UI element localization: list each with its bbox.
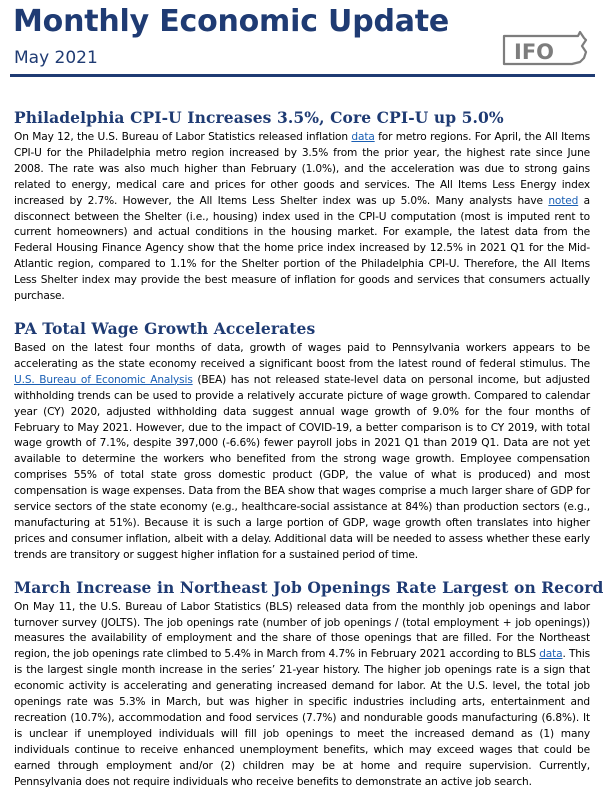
- report-date: May 2021: [14, 48, 98, 68]
- section-job-openings: [14, 577, 604, 791]
- section-body: [14, 600, 590, 791]
- bea-link[interactable]: U.S. Bureau of Economic Analysis: [14, 373, 193, 386]
- body-text: for metro regions. For April, the All Items CPI-U for the Philadelphia metro region increased by 3.5% from the prior year, the highest rate since June 2008. The rate was also much higher than February (1.0%), and the acceleration was due to strong gains related to energy, medical care and prices for other goods and services. The All Items Less Energy index increased by 2.7%. However, the All Items Less Shelter index was up 5.0%. Many analysts have: [14, 131, 591, 207]
- noted-link[interactable]: noted: [548, 194, 579, 207]
- page-title: Monthly Economic Update: [13, 4, 450, 39]
- section-heading: March Increase in Northeast Job Openings Rate Largest on Record: [14, 577, 604, 597]
- body-text: (BEA) has not released state-level data on personal income, but adjusted withholding trends can be used to provide a relatively accurate picture of wage growth. Compared to calendar year (CY) 2020, adjusted withholding data suggest annual wage growth of 9.0% for the four months of February to May 2021. However, due to the impact of COVID-19, a better comparison is to CY 2019, with total wage growth of 7.1%, despite 397,000 (-6.6%) fewer payroll jobs in 2021 Q1 than 2019 Q1. Data are not yet available to determine the workers who benefited from the strong wage growth. Employee compensation comprises 55% of total state gross domestic product (GDP, the value of what is produced) and most compensation is wage expenses. Data from the BEA show that wages comprise a much larger share of GDP for service sectors of the state economy (e.g., healthcare-social assistance at 84%) than production sectors (e.g., manufacturing at 51%). Because it is such a large portion of GDP, wage growth often translates into higher prices and consumer inflation, albeit with a delay. Additional data will be needed to assess whether these early trends are transitory or suggest higher inflation for a sustained period of time.: [14, 373, 590, 561]
- body-text: On May 12, the U.S. Bureau of Labor Statistics released inflation: [14, 131, 352, 143]
- section-heading: PA Total Wage Growth Accelerates: [14, 318, 316, 338]
- section-wage-growth: [14, 319, 590, 564]
- body-text: a disconnect between the Shelter (i.e., housing) index used in the CPI-U computation (most is imputed rent to current homeowners) and actual conditions in the housing market. For example, the latest data from the Federal Housing Finance Agency show that the home price index increased by 12.5% in 2021 Q1 for the Mid-Atlantic region, compared to 1.1% for the Shelter portion of the Philadelphia CPI-U. Therefore, the All Items Less Shelter index may provide the best measure of inflation for goods and services that consumers actually purchase.: [14, 194, 590, 303]
- section-body: [14, 341, 590, 564]
- section-heading: Philadelphia CPI-U Increases 3.5%, Core CPI-U up 5.0%: [14, 108, 504, 127]
- ifo-logo: [500, 26, 592, 70]
- section-body: [14, 130, 590, 305]
- main-content: [14, 108, 604, 805]
- data-link[interactable]: data: [351, 131, 375, 143]
- body-text: . This is the largest single month increase in the series’ 21-year history. The higher job openings rate is a sign that economic activity is accelerating and generating increased demand for labor. At the U.S. level, the total job openings rate was 5.3% in March, but was higher in specific industries including arts, entertainment and recreation (10.7%), accommodation and food services (7.7%) and nondurable goods manufacturing (6.8%). It is unclear if unemployed individuals will fill job openings to meet the increased demand as (1) many individuals continue to receive enhanced unemployment benefits, which may exceed wages that could be earned through employment and/or (2) children may be at home and require supervision. Currently, Pennsylvania does not require individuals who receive benefits to demonstrate an active job search.: [14, 648, 590, 788]
- body-text: Based on the latest four months of data, growth of wages paid to Pennsylvania workers appears to be accelerating as the state economy received a significant boost from the latest round of federal stimulus. The: [14, 341, 590, 370]
- section-cpi: [14, 108, 590, 305]
- bls-data-link[interactable]: data: [539, 648, 563, 661]
- logo-text: IFO: [514, 40, 555, 64]
- page-header: [0, 0, 604, 80]
- body-text: On May 11, the U.S. Bureau of Labor Statistics (BLS) released data from the monthly job openings and labor turnover survey (JOLTS). The job openings rate (number of job openings / (total employment + job openings)) measures the availability of employment and the share of those openings that are filled. For the Northeast region, the job openings rate climbed to 5.4% in March from 4.7% in February 2021 according to BLS: [14, 600, 590, 661]
- header-divider: [10, 74, 595, 77]
